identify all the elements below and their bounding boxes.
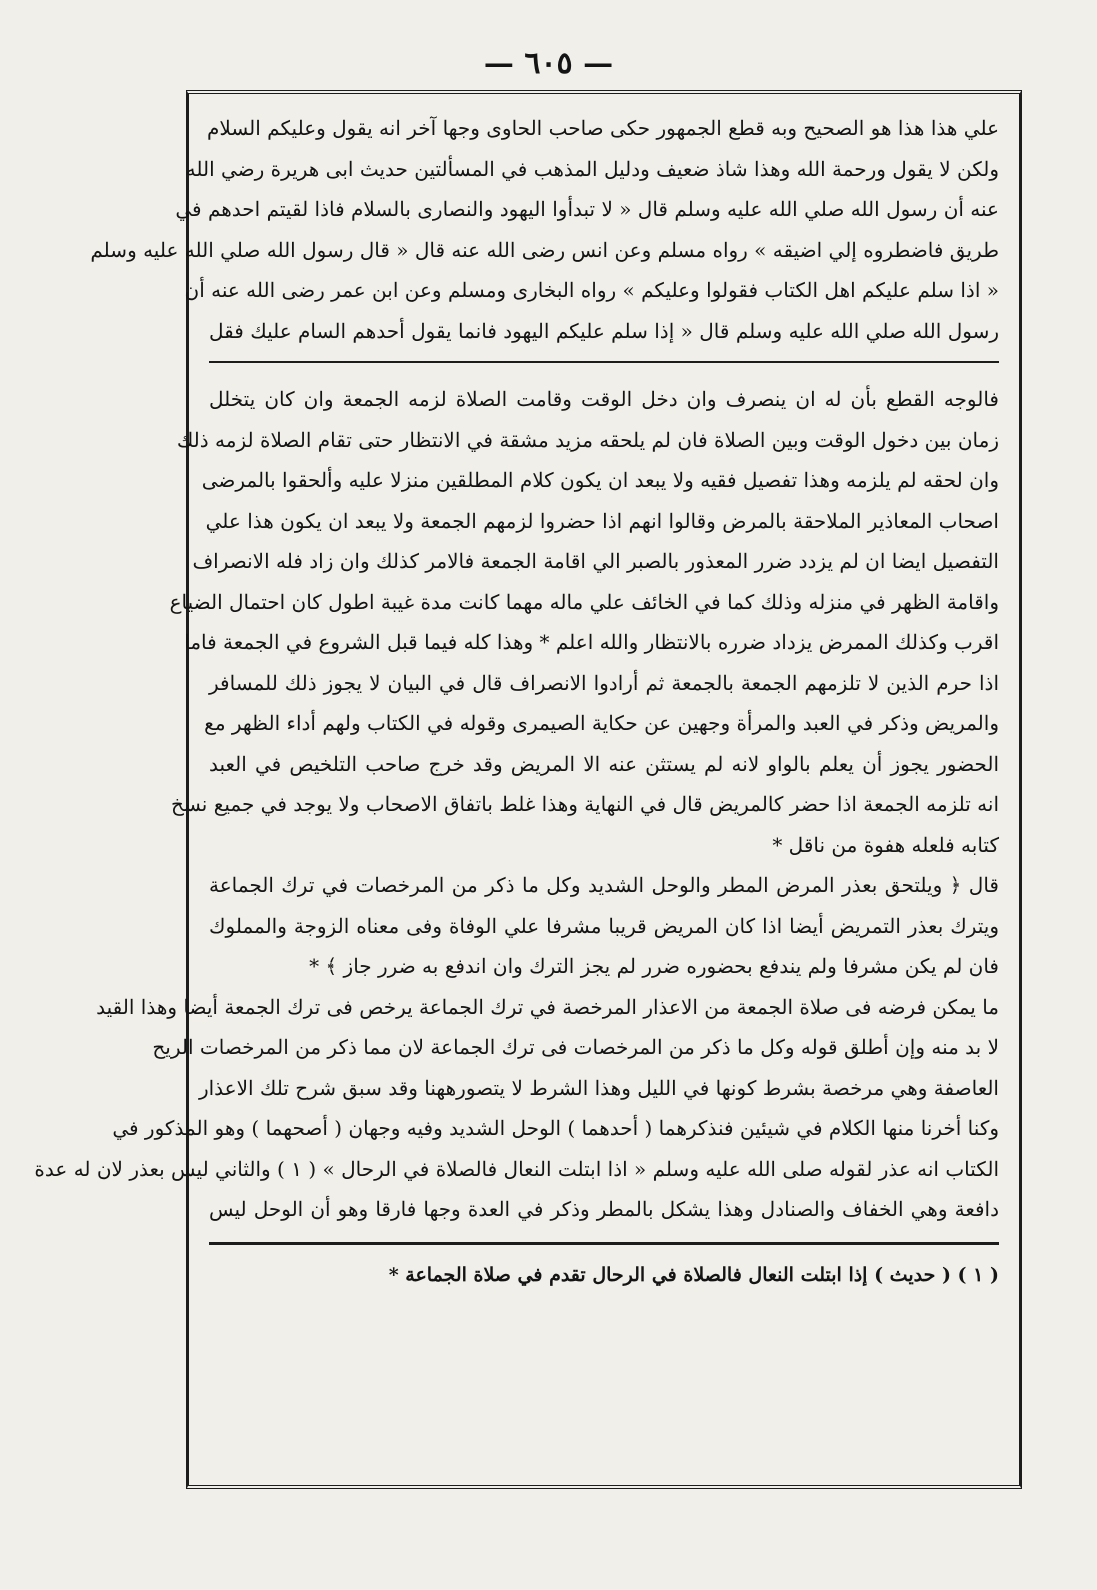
text-line: اذا حرم الذين لا تلزمهم الجمعة بالجمعة ثم أرادوا الانصراف قال في البيان لا يجوز ذلك للمسافر	[209, 670, 999, 695]
text-line: قال ﴿ ويلتحق بعذر المرض المطر والوحل الشديد وكل ما ذكر من المرخصات في ترك الجماعة	[209, 873, 999, 897]
text-line: التفصيل ايضا ان لم يزدد ضرر المعذور بالصبر الي اقامة الجمعة فالامر كذلك وان زاد فله الانصراف	[192, 549, 999, 573]
commentary-text-block	[34, 987, 999, 1230]
text-line: الكتاب انه عذر لقوله صلى الله عليه وسلم « اذا ابتلت النعال فالصلاة في الرحال » ( ١ ) والثاني ليس بعذر لان له عدة	[34, 1156, 999, 1181]
text-line: زمان بين دخول الوقت وبين الصلاة فان لم يلحقه مزيد مشقة في الانتظار حتى تقام الصلاة لزمه ذلك	[176, 427, 999, 452]
footnote-divider	[209, 1242, 999, 1245]
text-line: ولكن لا يقول ورحمة الله وهذا شاذ ضعيف ودليل المذهب في المسألتين حديث ابى هريرة رضي الله	[185, 156, 999, 181]
text-line: ما يمكن فرضه فى صلاة الجمعة من الاعذار المرخصة في ترك الجماعة يرخص فى ترك الجمعة أيضا وهذا القيد	[96, 994, 999, 1019]
text-line: ويترك بعذر التمريض أيضا اذا كان المريض قريبا مشرفا علي الوفاة وفى معناه الزوجة والمملوك	[209, 913, 999, 938]
text-frame	[34, 90, 1022, 1489]
text-line: رسول الله صلي الله عليه وسلم قال « إذا سلم عليكم اليهود فانما يقول أحدهم السام عليك فقل	[209, 318, 999, 343]
text-line: واقامة الظهر في منزله وذلك كما في الخائف علي ماله مهما كانت مدة غيبة اطول كان احتمال الضياع	[169, 589, 999, 614]
text-line: اصحاب المعاذير الملاحقة بالمرض وقالوا انهم اذا حضروا لزمهم الجمعة ولا يبعد ان يكون هذا علي	[205, 508, 999, 533]
text-line: فان لم يكن مشرفا ولم يندفع بحضوره ضرر لم يجز الترك وان اندفع به ضرر جاز ﴾ *	[309, 954, 999, 978]
text-line: علي هذا هذا هو الصحيح وبه قطع الجمهور حكى صاحب الحاوى وجها آخر انه يقول وعليكم السلام	[207, 116, 999, 140]
qala-text-block	[209, 865, 999, 987]
text-line: « اذا سلم عليكم اهل الكتاب فقولوا وعليكم » رواه البخارى ومسلم وعن ابن عمر رضى الله عنه أن	[184, 278, 999, 302]
text-line: دافعة وهي الخفاف والصنادل وهذا يشكل بالمطر وذكر في العدة وجها فارقا وهو أن الوحل ليس	[209, 1197, 999, 1221]
text-line: اقرب وكذلك الممرض يزداد ضرره بالانتظار والله اعلم * وهذا كله فيما قبل الشروع في الجمعة فاما	[184, 630, 999, 654]
text-line: والمريض وذكر في العبد والمرأة وجهين عن حكاية الصيمرى وقوله في الكتاب ولهم أداء الظهر مع	[204, 711, 999, 735]
main-text-block	[169, 379, 999, 865]
text-line: طريق فاضطروه إلي اضيقه » رواه مسلم وعن انس رضى الله عنه قال « قال رسول الله صلي الله عليه وسلم	[90, 237, 999, 262]
footnote-text: ( ١ ) ( حديث ) إذا ابتلت النعال فالصلاة في الرحال تقدم في صلاة الجماعة *	[388, 1263, 999, 1286]
footnote	[209, 1255, 999, 1296]
page-number: — ٦٠٥ —	[483, 46, 614, 81]
text-line: فالوجه القطع بأن له ان ينصرف وان دخل الوقت وقامت الصلاة لزمه الجمعة وان كان يتخلل	[209, 387, 999, 411]
upper-text-block	[90, 108, 999, 351]
text-line: انه تلزمه الجمعة اذا حضر كالمريض قال في النهاية وهذا غلط باتفاق الاصحاب ولا يوجد في جميع نسخ	[171, 792, 999, 816]
text-line: وكنا أخرنا منها الكلام في شيئين فنذكرهما ( أحدهما ) الوحل الشديد وفيه وجهان ( أصحهما ) وهو المذكور في	[112, 1116, 999, 1140]
text-line: العاصفة وهي مرخصة بشرط كونها في الليل وهذا الشرط لا يتصورههنا وقد سبق شرح تلك الاعذار	[198, 1075, 999, 1100]
text-line: وان لحقه لم يلزمه وهذا تفصيل فقيه ولا يبعد ان يكون كلام المطلقين منزلا عليه وألحقوا بالمرضى	[201, 468, 999, 492]
text-line: الحضور يجوز أن يعلم بالواو لانه لم يستثن عنه الا المريض وقد خرج صاحب التلخيص في العبد	[209, 751, 999, 776]
text-line: عنه أن رسول الله صلي الله عليه وسلم قال « لا تبدأوا اليهود والنصارى بالسلام فاذا لقيتم احدهم في	[175, 197, 999, 221]
text-line: كتابه فلعله هفوة من ناقل *	[772, 832, 999, 857]
section-divider	[209, 361, 999, 363]
text-line: لا بد منه وإن أطلق قوله وكل ما ذكر من المرخصات فى ترك الجماعة لان مما ذكر من المرخصات الريح	[152, 1035, 999, 1059]
